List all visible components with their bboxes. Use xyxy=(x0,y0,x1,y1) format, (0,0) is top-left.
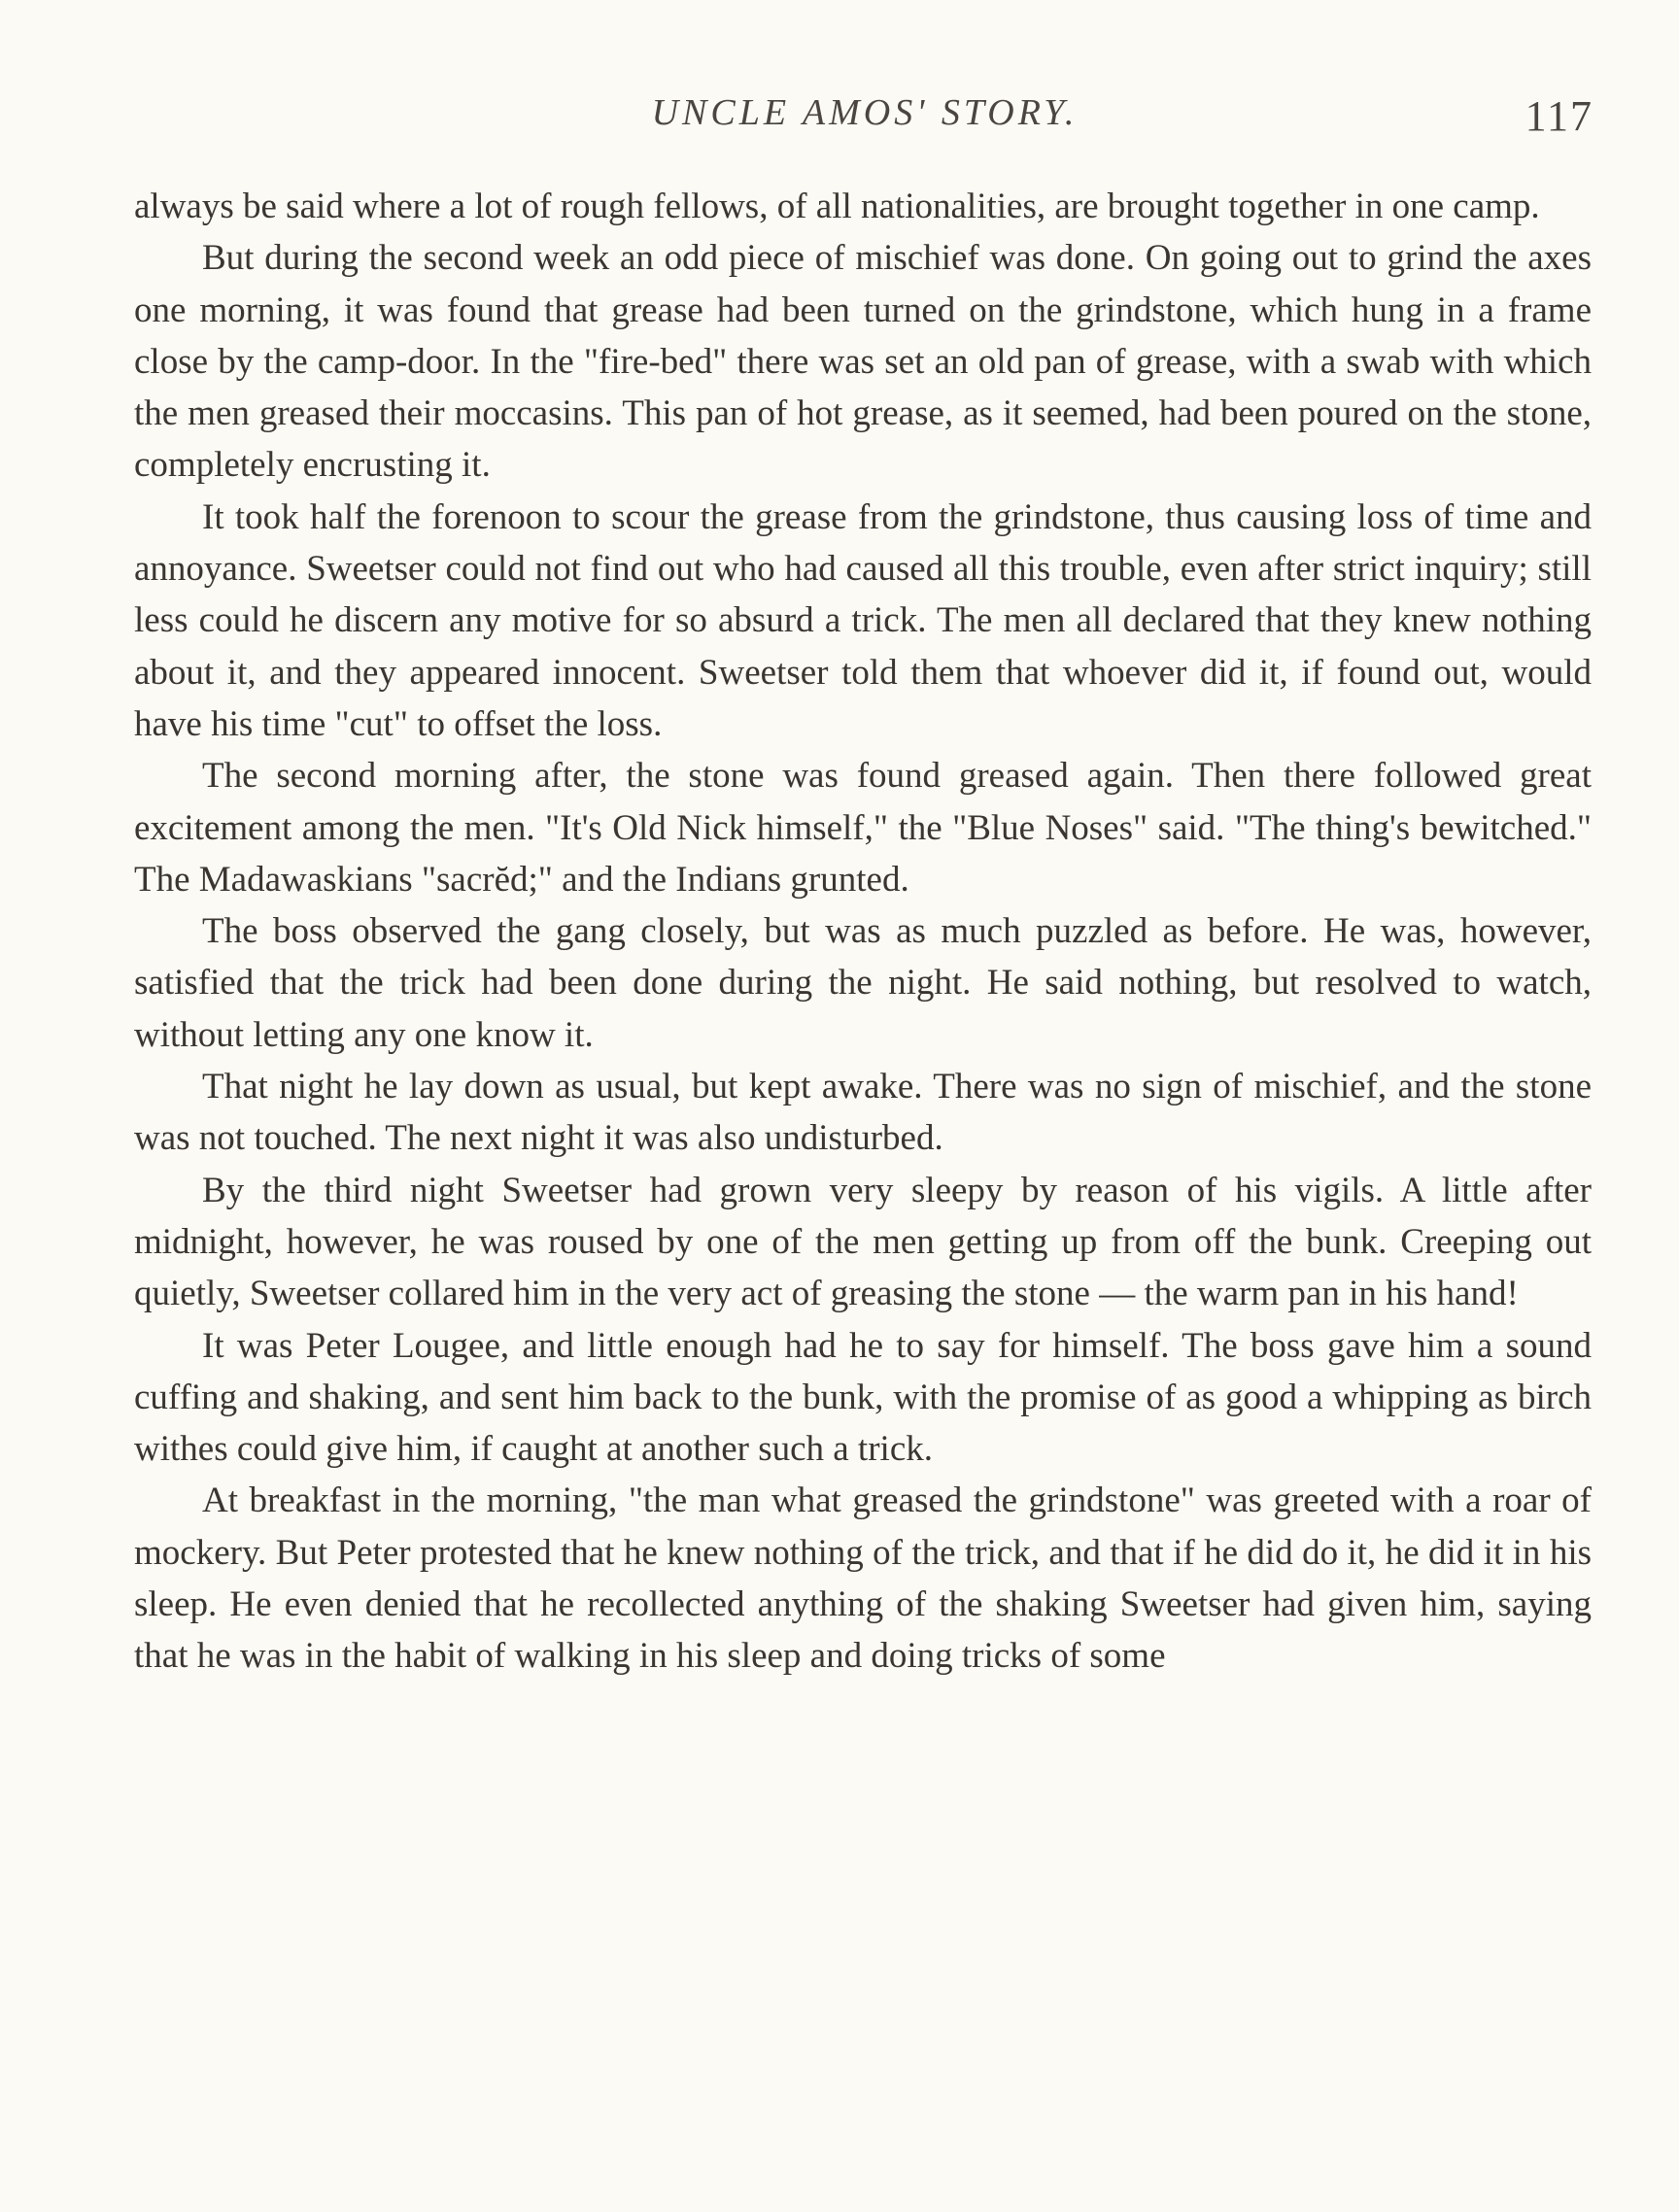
page-header xyxy=(136,91,1593,150)
paragraph: But during the second week an odd piece of mischief was done. On going out to grind the axes one morning, it was found that grease had been turned on the grindstone, which hung in a frame close by the camp-door. In the "fire-bed" there was set an old pan of grease, with a swab with which the men greased their moccasins. This pan of hot grease, as it seemed, had been poured on the stone, completely encrusting it. xyxy=(134,238,1592,486)
paragraph: It took half the forenoon to scour the grease from the grindstone, thus causing loss of time and annoyance. Sweetser could not find out who had caused all this trouble, even after strict inquiry; still less could he discern any motive for so absurd a trick. The men all declared that they knew nothing about it, and they appeared innocent. Sweetser told them that whoever did it, if found out, would have his time "cut" to offset the loss. xyxy=(134,496,1592,744)
page-number: 117 xyxy=(1525,92,1593,140)
paragraph: always be said where a lot of rough fellows, of all nationalities, are brought together in one camp. xyxy=(134,187,1540,226)
body-text xyxy=(134,181,1592,1683)
paragraph: The boss observed the gang closely, but was as much puzzled as before. He was, however, satisfied that the trick had been done during the night. He said nothing, but resolved to watch, without letting any one know it. xyxy=(134,911,1592,1055)
running-title: UNCLE AMOS' STORY. xyxy=(651,92,1079,133)
paragraph: That night he lay down as usual, but kept awake. There was no sign of mischief, and the stone was not touched. The next night it was also undisturbed. xyxy=(134,1067,1592,1159)
paragraph: The second morning after, the stone was found greased again. Then there followed great excitement among the men. "It's Old Nick himself," the "Blue Noses" said. "The thing's bewitched." The Madawaskians "sacrĕd;" and the Indians grunted. xyxy=(134,756,1592,900)
paragraph: At breakfast in the morning, "the man what greased the grindstone" was greeted with a roar of mockery. But Peter protested that he knew nothing of the trick, and that if he did do it, he did it in his sleep. He even denied that he recollected anything of the shaking Sweetser had given him, saying that he was in the habit of walking in his sleep and doing tricks of some xyxy=(134,1480,1592,1677)
paragraph: It was Peter Lougee, and little enough had he to say for himself. The boss gave him a sound cuffing and shaking, and sent him back to the bunk, with the promise of as good a whipping as birch withes could give him, if caught at another such a trick. xyxy=(134,1325,1592,1470)
paragraph: By the third night Sweetser had grown very sleepy by reason of his vigils. A little after midnight, however, he was roused by one of the men getting up from off the bunk. Creeping out quietly, Sweetser collared him in the very act of greasing the stone — the warm pan in his hand! xyxy=(134,1170,1592,1314)
